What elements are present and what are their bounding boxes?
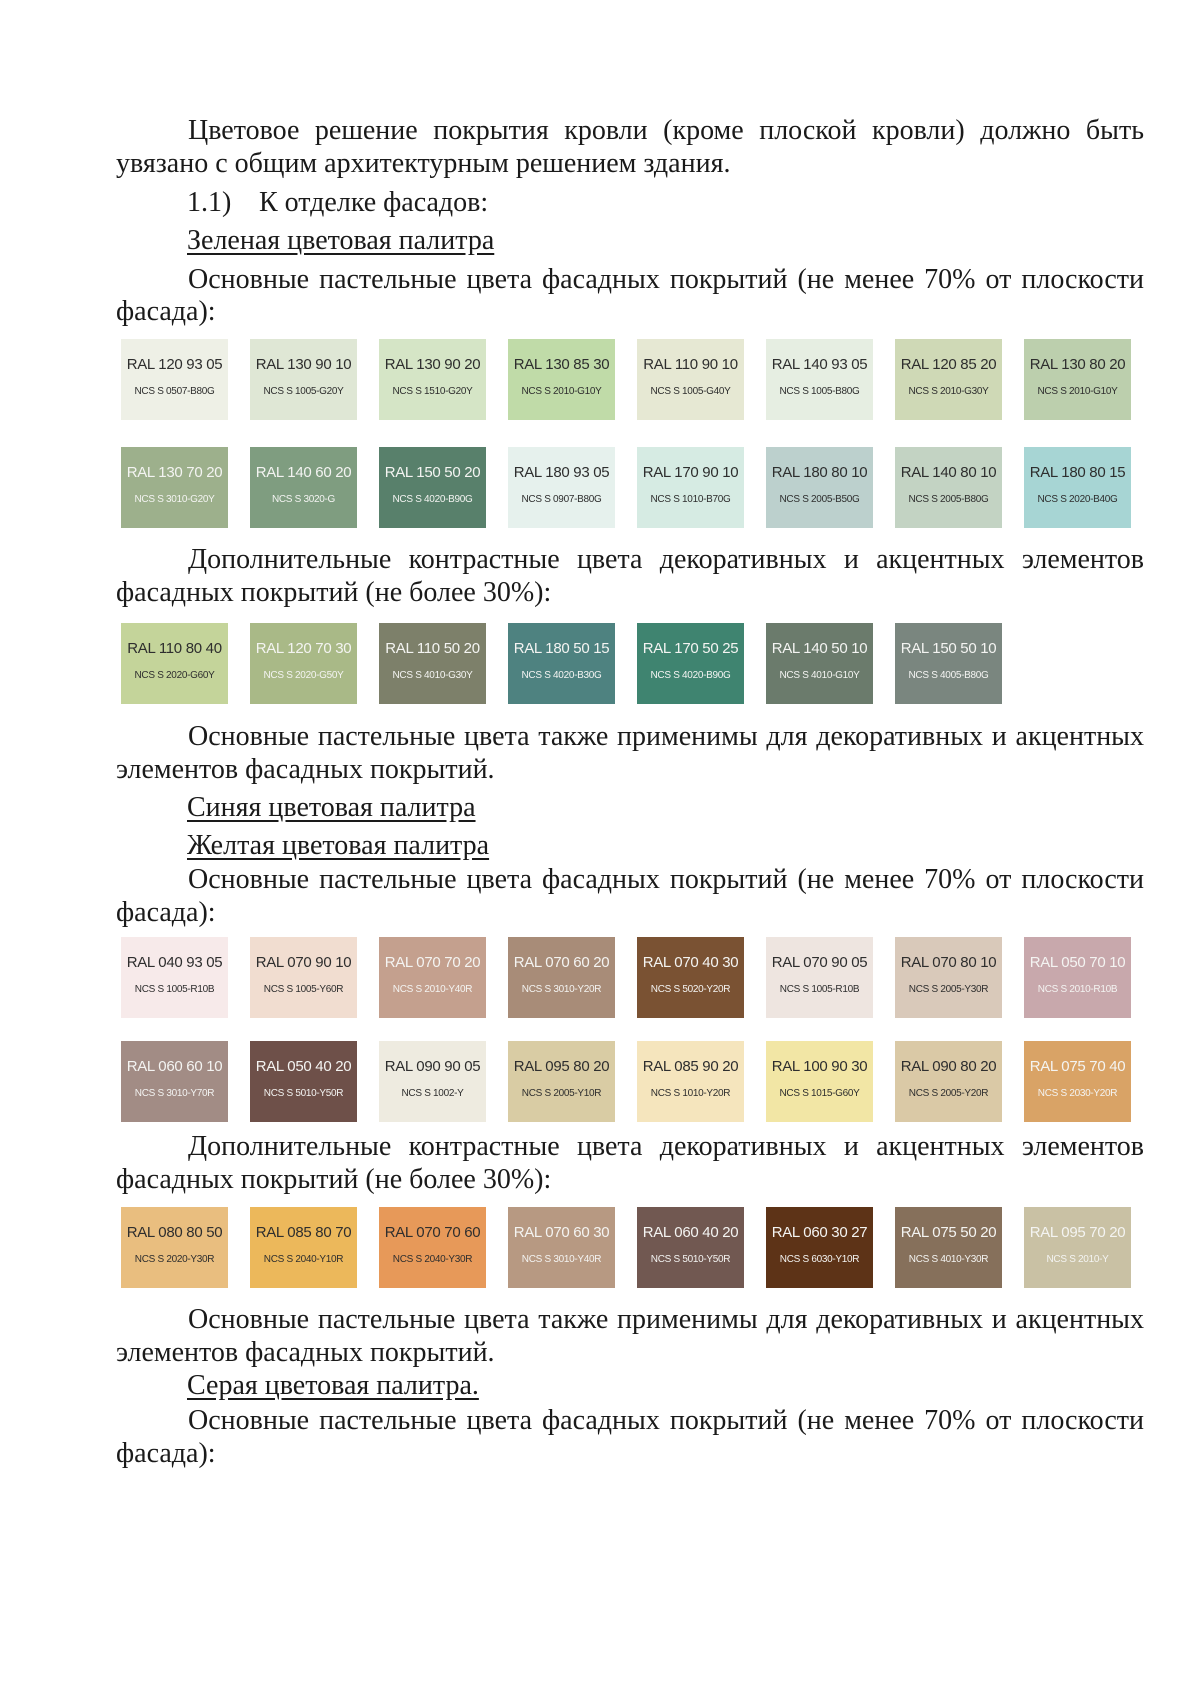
color-swatch [250,1041,357,1122]
color-swatch [766,937,873,1018]
swatch-ral-code: RAL 050 70 10 [1029,954,1126,971]
swatch-ncs-code: NCS S 2005-B80G [908,494,989,505]
swatch-ncs-code: NCS S 4010-G10Y [779,670,860,681]
swatch-ral-code: RAL 070 40 30 [642,954,739,971]
swatch-ncs-code: NCS S 2005-Y30R [908,984,989,995]
swatch-ral-code: RAL 140 93 05 [771,356,868,373]
swatch-ral-code: RAL 180 80 15 [1029,464,1126,481]
swatch-ral-code: RAL 110 80 40 [127,640,222,657]
list-item-number: 1.1) [187,187,232,218]
swatch-ncs-code: NCS S 4020-B90G [392,494,473,505]
color-swatch [508,447,615,528]
swatch-ncs-code: NCS S 5010-Y50R [650,1254,731,1265]
swatch-ncs-code: NCS S 0907-B80G [521,494,602,505]
swatch-ncs-code: NCS S 1010-Y20R [650,1088,731,1099]
swatch-ral-code: RAL 070 60 20 [513,954,610,971]
color-swatch [508,623,615,704]
swatch-ral-code: RAL 090 80 20 [900,1058,997,1075]
color-swatch [895,1041,1002,1122]
swatch-ral-code: RAL 095 70 20 [1029,1224,1126,1241]
color-swatch [250,1207,357,1288]
color-swatch [379,623,486,704]
color-swatch [121,447,228,528]
green-add-paragraph-line-2: фасадных покрытий (не более 30%): [116,577,552,608]
green-add-swatch-row [121,623,1002,704]
color-swatch [895,447,1002,528]
swatch-ncs-code: NCS S 2020-B40G [1037,494,1118,505]
color-swatch [121,1207,228,1288]
swatch-ral-code: RAL 060 30 27 [771,1224,868,1241]
color-swatch [508,1041,615,1122]
color-swatch [637,937,744,1018]
swatch-ral-code: RAL 070 80 10 [900,954,997,971]
swatch-ral-code: RAL 080 80 50 [126,1224,223,1241]
color-swatch [250,339,357,420]
swatch-ncs-code: NCS S 1005-R10B [779,984,860,995]
swatch-ncs-code: NCS S 4010-Y30R [908,1254,989,1265]
swatch-ral-code: RAL 170 50 25 [642,640,739,657]
grey-main-paragraph-line-2: фасада): [116,1438,216,1469]
color-swatch [508,1207,615,1288]
swatch-ral-code: RAL 070 90 10 [255,954,352,971]
color-swatch [250,623,357,704]
color-swatch [766,1041,873,1122]
swatch-ral-code: RAL 150 50 10 [900,640,997,657]
color-swatch [766,447,873,528]
grey-main-paragraph-line-1: Основные пастельные цвета фасадных покрытий (не менее 70% от плоскости [188,1405,1144,1436]
swatch-ncs-code: NCS S 1510-G20Y [392,386,473,397]
color-swatch [895,1207,1002,1288]
swatch-ncs-code: NCS S 5020-Y20R [650,984,731,995]
swatch-ncs-code: NCS S 2010-G10Y [521,386,602,397]
list-item-text: К отделке фасадов: [259,187,489,218]
swatch-ncs-code: NCS S 4010-G30Y [392,670,473,681]
swatch-ral-code: RAL 060 60 10 [126,1058,223,1075]
swatch-ral-code: RAL 110 90 10 [643,356,738,373]
yellow-palette-heading: Желтая цветовая палитра [187,830,490,861]
swatch-ral-code: RAL 130 90 20 [384,356,481,373]
swatch-ncs-code: NCS S 2010-R10B [1037,984,1118,995]
color-swatch [379,937,486,1018]
green-main-paragraph-line-1: Основные пастельные цвета фасадных покрытий (не менее 70% от плоскости [188,264,1144,295]
swatch-ncs-code: NCS S 2005-B50G [779,494,860,505]
swatch-ncs-code: NCS S 0507-B80G [134,386,215,397]
swatch-ncs-code: NCS S 4020-B30G [521,670,602,681]
swatch-ral-code: RAL 070 70 60 [384,1224,481,1241]
swatch-ral-code: RAL 150 50 20 [384,464,481,481]
blue-palette-heading: Синяя цветовая палитра [187,792,476,823]
swatch-ral-code: RAL 130 70 20 [126,464,223,481]
swatch-ncs-code: NCS S 3010-G20Y [134,494,215,505]
swatch-ncs-code: NCS S 2010-G10Y [1037,386,1118,397]
swatch-ral-code: RAL 140 60 20 [255,464,352,481]
color-swatch [508,937,615,1018]
color-swatch [1024,447,1131,528]
swatch-ral-code: RAL 180 50 15 [513,640,610,657]
color-swatch [508,339,615,420]
color-swatch [379,339,486,420]
swatch-ral-code: RAL 070 90 05 [771,954,868,971]
swatch-ncs-code: NCS S 1005-G20Y [263,386,344,397]
swatch-ncs-code: NCS S 3010-Y20R [521,984,602,995]
swatch-ncs-code: NCS S 1010-B70G [650,494,731,505]
color-swatch [895,937,1002,1018]
swatch-ncs-code: NCS S 2040-Y30R [392,1254,473,1265]
swatch-ral-code: RAL 060 40 20 [642,1224,739,1241]
swatch-ral-code: RAL 130 85 30 [513,356,610,373]
swatch-ncs-code: NCS S 5010-Y50R [263,1088,344,1099]
yellow-main-paragraph-line-2: фасада): [116,897,216,928]
swatch-ral-code: RAL 090 90 05 [384,1058,481,1075]
swatch-ral-code: RAL 110 50 20 [385,640,480,657]
swatch-ncs-code: NCS S 4005-B80G [908,670,989,681]
swatch-ral-code: RAL 075 50 20 [900,1224,997,1241]
grey-palette-heading: Серая цветовая палитра. [187,1370,479,1401]
swatch-ral-code: RAL 100 90 30 [771,1058,868,1075]
yellow-add-paragraph-line-2: фасадных покрытий (не более 30%): [116,1164,552,1195]
color-swatch [1024,1207,1131,1288]
swatch-ral-code: RAL 070 70 20 [384,954,481,971]
swatch-ncs-code: NCS S 2010-Y [1046,1254,1109,1265]
color-swatch [766,623,873,704]
paragraph-roof-line-2: увязано с общим архитектурным решением здания. [116,148,731,179]
swatch-ncs-code: NCS S 2005-Y20R [908,1088,989,1099]
color-swatch [895,623,1002,704]
swatch-ral-code: RAL 180 80 10 [771,464,868,481]
color-swatch [379,1207,486,1288]
swatch-ral-code: RAL 120 85 20 [900,356,997,373]
yellow-main-swatch-row-2 [121,1041,1131,1122]
color-swatch [121,937,228,1018]
swatch-ral-code: RAL 085 80 70 [255,1224,352,1241]
color-swatch [637,1041,744,1122]
swatch-ncs-code: NCS S 6030-Y10R [779,1254,860,1265]
swatch-ncs-code: NCS S 4020-B90G [650,670,731,681]
swatch-ncs-code: NCS S 1015-G60Y [779,1088,860,1099]
swatch-ncs-code: NCS S 3010-Y70R [134,1088,215,1099]
yellow-add-paragraph-line-1: Дополнительные контрастные цвета декоративных и акцентных элементов [188,1131,1144,1162]
swatch-ncs-code: NCS S 1005-Y60R [263,984,344,995]
color-swatch [1024,1041,1131,1122]
green-main-swatch-row-1 [121,339,1131,420]
swatch-ral-code: RAL 140 50 10 [771,640,868,657]
green-palette-heading: Зеленая цветовая палитра [187,225,495,256]
swatch-ncs-code: NCS S 2030-Y20R [1037,1088,1118,1099]
green-apply-paragraph-line-1: Основные пастельные цвета также применимы для декоративных и акцентных [188,721,1144,752]
swatch-ral-code: RAL 040 93 05 [126,954,223,971]
green-main-swatch-row-2 [121,447,1131,528]
yellow-apply-paragraph-line-2: элементов фасадных покрытий. [116,1337,495,1368]
color-swatch [766,1207,873,1288]
color-swatch [1024,937,1131,1018]
color-swatch [637,339,744,420]
color-swatch [121,623,228,704]
swatch-ncs-code: NCS S 2010-Y40R [392,984,473,995]
swatch-ncs-code: NCS S 1002-Y [401,1088,464,1099]
swatch-ral-code: RAL 075 70 40 [1029,1058,1126,1075]
swatch-ral-code: RAL 130 90 10 [255,356,352,373]
swatch-ncs-code: NCS S 2020-G50Y [263,670,344,681]
swatch-ncs-code: NCS S 1005-B80G [779,386,860,397]
swatch-ral-code: RAL 070 60 30 [513,1224,610,1241]
swatch-ncs-code: NCS S 2040-Y10R [263,1254,344,1265]
swatch-ncs-code: NCS S 2010-G30Y [908,386,989,397]
swatch-ral-code: RAL 140 80 10 [900,464,997,481]
yellow-main-swatch-row-1 [121,937,1131,1018]
color-swatch [637,1207,744,1288]
swatch-ncs-code: NCS S 3010-Y40R [521,1254,602,1265]
yellow-add-swatch-row [121,1207,1131,1288]
swatch-ral-code: RAL 120 70 30 [255,640,352,657]
yellow-main-paragraph-line-1: Основные пастельные цвета фасадных покрытий (не менее 70% от плоскости [188,864,1144,895]
swatch-ncs-code: NCS S 2020-Y30R [134,1254,215,1265]
color-swatch [766,339,873,420]
swatch-ncs-code: NCS S 1005-G40Y [650,386,731,397]
green-apply-paragraph-line-2: элементов фасадных покрытий. [116,754,495,785]
swatch-ncs-code: NCS S 1005-R10B [134,984,215,995]
color-swatch [250,447,357,528]
paragraph-roof-line-1: Цветовое решение покрытия кровли (кроме плоской кровли) должно быть [188,115,1144,146]
color-swatch [895,339,1002,420]
swatch-ral-code: RAL 120 93 05 [126,356,223,373]
swatch-ral-code: RAL 085 90 20 [642,1058,739,1075]
swatch-ncs-code: NCS S 2005-Y10R [521,1088,602,1099]
color-swatch [1024,339,1131,420]
color-swatch [250,937,357,1018]
color-swatch [637,623,744,704]
swatch-ral-code: RAL 095 80 20 [513,1058,610,1075]
swatch-ncs-code: NCS S 2020-G60Y [134,670,215,681]
swatch-ncs-code: NCS S 3020-G [271,494,336,505]
green-add-paragraph-line-1: Дополнительные контрастные цвета декоративных и акцентных элементов [188,544,1144,575]
swatch-ral-code: RAL 130 80 20 [1029,356,1126,373]
list-item-facades [187,187,488,219]
color-swatch [637,447,744,528]
yellow-apply-paragraph-line-1: Основные пастельные цвета также применимы для декоративных и акцентных [188,1304,1144,1335]
color-swatch [379,1041,486,1122]
color-swatch [121,339,228,420]
color-swatch [121,1041,228,1122]
swatch-ral-code: RAL 170 90 10 [642,464,739,481]
swatch-ral-code: RAL 180 93 05 [513,464,610,481]
color-swatch [379,447,486,528]
swatch-ral-code: RAL 050 40 20 [255,1058,352,1075]
green-main-paragraph-line-2: фасада): [116,296,216,327]
